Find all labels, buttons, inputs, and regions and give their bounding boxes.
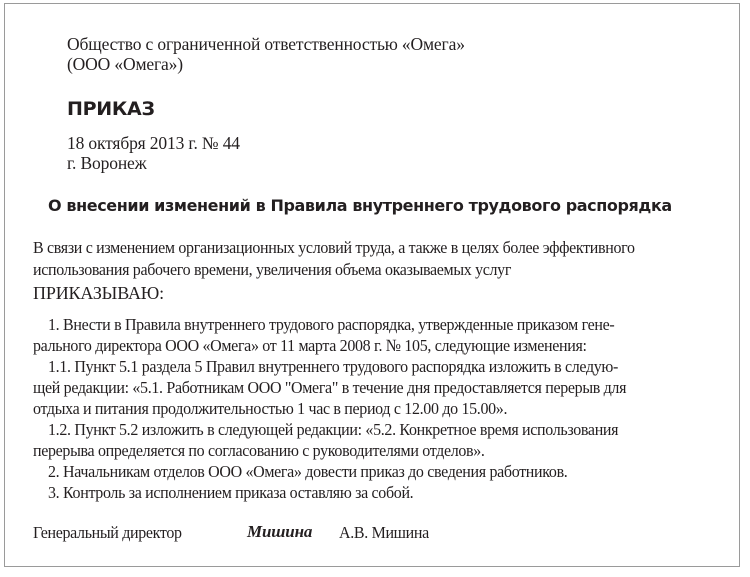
- item-1-line-1: 1. Внести в Правила внутреннего трудового распорядка, утвержденные приказом гене-: [48, 315, 615, 334]
- item-1-1-line-1: 1.1. Пункт 5.1 раздела 5 Правил внутреннего трудового распорядка изложить в следую-: [48, 357, 619, 376]
- order-city: г. Воронеж: [67, 153, 147, 173]
- item-1-2-line-2: перерыва определяется по согласованию с руководителями отделов».: [33, 441, 485, 460]
- preamble-line-1: В связи с изменением организационных условий труда, а также в целях более эффективного: [33, 238, 635, 257]
- item-3: 3. Контроль за исполнением приказа оставляю за собой.: [48, 483, 414, 502]
- item-1-1-line-3: отдыха и питания продолжительностью 1 час в период с 12.00 до 15.00».: [33, 399, 508, 418]
- order-date-number: 18 октября 2013 г. № 44: [67, 133, 240, 153]
- signatory-name: А.В. Мишина: [339, 523, 429, 542]
- directive: ПРИКАЗЫВАЮ:: [33, 283, 165, 303]
- signatory-position: Генеральный директор: [33, 523, 182, 542]
- org-full-name: Общество с ограниченной ответственностью «Омега»: [67, 34, 465, 54]
- org-short-name: (ООО «Омега»): [67, 54, 183, 74]
- preamble-line-2: использования рабочего времени, увеличения объема оказываемых услуг: [33, 260, 512, 279]
- item-2: 2. Начальникам отделов ООО «Омега» довести приказ до сведения работников.: [48, 462, 568, 481]
- item-1-1-line-2: щей редакции: «5.1. Работникам ООО "Омега" в течение дня предоставляется перерыв для: [33, 378, 627, 397]
- signature-mark: Мишина: [247, 522, 313, 541]
- item-1-line-2: рального директора ООО «Омега» от 11 марта 2008 г. № 105, следующие изменения:: [33, 336, 587, 355]
- item-1-2-line-1: 1.2. Пункт 5.2 изложить в следующей редакции: «5.2. Конкретное время использования: [48, 420, 619, 439]
- order-subject: О внесении изменений в Правила внутреннего трудового распорядка: [48, 196, 672, 215]
- order-title: ПРИКАЗ: [67, 98, 155, 120]
